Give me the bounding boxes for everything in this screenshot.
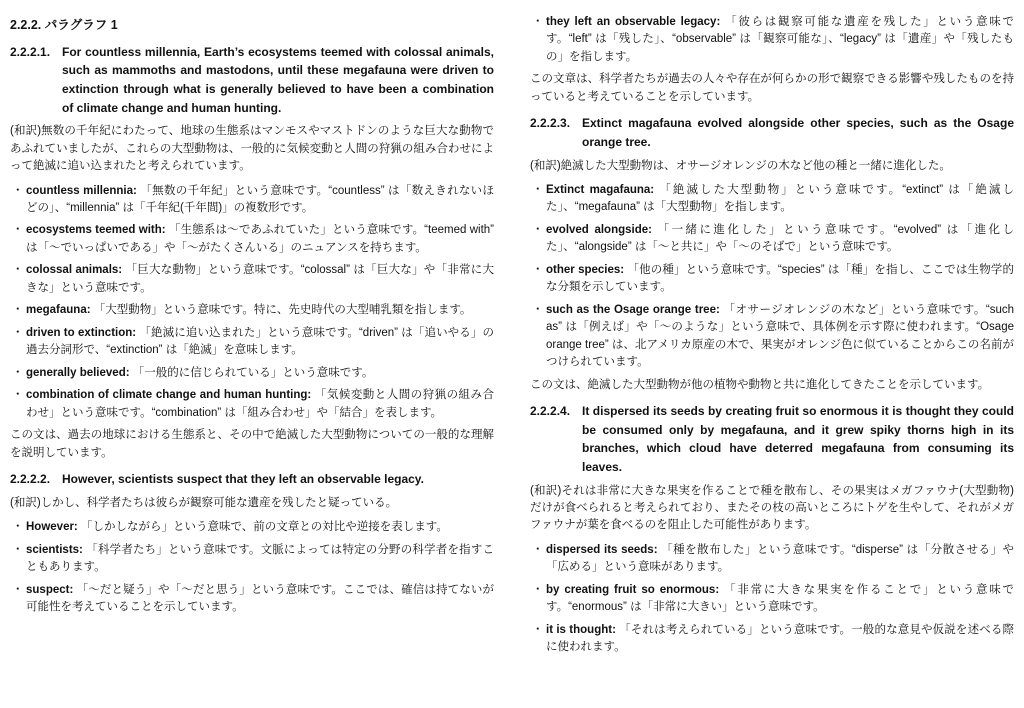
bullet-icon: ・ xyxy=(12,389,24,402)
vocab-term: evolved alongside: xyxy=(546,223,652,236)
translation-paragraph: (和訳)それは非常に大きな果実を作ることで種を散布し、その果実はメガファウナ(大型動物)だけが食べられると考えられており、またその枝の高いところにトゲを生やして、それがメガファウナが葉を食べるのを阻止した可能性があります。 xyxy=(530,484,1014,532)
vocab-item xyxy=(10,365,494,382)
bullet-icon: ・ xyxy=(532,184,544,196)
bullet-icon: ・ xyxy=(12,326,24,339)
vocab-term: driven to extinction: xyxy=(26,326,137,339)
vocab-item xyxy=(530,222,1014,257)
vocab-term: generally believed: xyxy=(26,366,130,379)
vocab-term: countless millennia: xyxy=(26,184,137,197)
vocab-desc: 「しかしながら」という意味で、前の文章との対比や逆接を表します。 xyxy=(80,521,448,534)
bullet-icon: ・ xyxy=(12,184,24,197)
translation-paragraph: (和訳)絶滅した大型動物は、オサージオレンジの木など他の種と一緒に進化した。 xyxy=(530,159,951,172)
vocab-item xyxy=(10,519,494,536)
vocab-term: they left an observable legacy: xyxy=(546,16,721,28)
summary-paragraph: この文は、過去の地球における生態系と、その中で絶滅した大型動物についての一般的な理解を説明しています。 xyxy=(10,429,494,459)
vocab-item xyxy=(10,183,494,218)
vocab-item xyxy=(530,542,1014,577)
numbered-sentence xyxy=(10,43,494,117)
summary-paragraph: この文章は、科学者たちが過去の人々や存在が何らかの形で観察できる影響や残したものを持っていると考えていることを示しています。 xyxy=(530,73,1014,103)
vocab-item xyxy=(10,542,494,577)
vocab-term: ecosystems teemed with: xyxy=(26,224,166,237)
bullet-icon: ・ xyxy=(532,583,544,596)
vocab-term: combination of climate change and human hunting: xyxy=(26,389,312,402)
vocab-item xyxy=(10,262,494,297)
vocab-item xyxy=(10,387,494,422)
vocab-desc: 「気候変動と人間の狩猟の組み合わせ」という意味です。“combination” は「組み合わせ」や「結合」を表します。 xyxy=(26,389,494,419)
bullet-icon: ・ xyxy=(532,303,544,316)
bullet-icon: ・ xyxy=(12,521,24,534)
vocab-desc: 「生態系は〜であふれていた」という意味です。“teemed with” は「〜でいっぱいである」や「〜がたくさんいる」のニュアンスを持ちます。 xyxy=(26,224,494,254)
numbered-sentence xyxy=(530,114,1014,151)
bullet-icon: ・ xyxy=(12,543,24,556)
vocab-term: other species: xyxy=(546,263,625,276)
vocab-term: However: xyxy=(26,521,78,534)
vocab-item xyxy=(530,302,1014,372)
vocab-desc: 「オサージオレンジの木など」という意味です。“such as” は「例えば」や「〜のような」という意味で、具体例を示す際に使われます。“Osage orange tree” は、北アメリカ原産の木で、果実がオレンジ色に似ていることからこの名前がつけられています。 xyxy=(546,303,1014,369)
bullet-icon: ・ xyxy=(532,223,544,236)
vocab-item xyxy=(10,222,494,257)
vocab-item xyxy=(530,582,1014,617)
bullet-icon: ・ xyxy=(12,366,24,379)
vocab-term: it is thought: xyxy=(546,623,616,636)
vocab-desc: 「〜だと疑う」や「〜だと思う」という意味です。ここでは、確信は持てないが可能性を考えていることを示しています。 xyxy=(26,583,494,614)
numbered-sentence xyxy=(530,402,1014,476)
vocab-term: dispersed its seeds: xyxy=(546,543,658,556)
vocab-desc: 「非常に大きな果実を作ることで」という意味です。“enormous” は「非常に大きい」という意味です。 xyxy=(546,583,1014,614)
bullet-icon: ・ xyxy=(532,16,544,28)
vocab-term: such as the Osage orange tree: xyxy=(546,303,720,316)
sentence-text: It dispersed its seeds by creating fruit so enormous it is thought they could be consumed only by megafauna, and it grew spiky thorns high in its branches, which cloud have deterred megafauna from consuming its leaves. xyxy=(582,404,1014,474)
sentence-number: 2.2.2.3. xyxy=(530,116,571,131)
vocab-term: by creating fruit so enormous: xyxy=(546,583,720,596)
vocab-desc: 「無数の千年紀」という意味です。“countless” は「数えきれないほどの」、“millennia” は「千年紀(千年間)」の複数形です。 xyxy=(26,184,494,214)
vocab-item xyxy=(530,14,1014,66)
vocab-desc: 「種を散布した」という意味です。“disperse” は「分散させる」や「広める」という意味があります。 xyxy=(546,543,1014,574)
sentence-text: However, scientists suspect that they left an observable legacy. xyxy=(62,472,424,487)
vocab-desc: 「他の種」という意味です。“species” は「種」を指し、ここでは生物学的な分類を示しています。 xyxy=(546,263,1014,294)
vocab-term: suspect: xyxy=(26,583,74,596)
vocab-item xyxy=(530,182,1014,217)
vocab-term: colossal animals: xyxy=(26,264,123,277)
vocab-desc: 「絶滅した大型動物」という意味です。“extinct” は「絶滅した」、“megafauna” は「大型動物」を指します。 xyxy=(546,184,1015,214)
vocab-item xyxy=(530,622,1014,657)
right-column xyxy=(530,14,1014,698)
vocab-desc: 「彼らは観察可能な遺産を残した」という意味です。“left” は「残した」、“observable” は「観察可能な」、“legacy” は「遺産」や「残したもの」を指します。 xyxy=(546,16,1015,63)
bullet-icon: ・ xyxy=(12,224,24,237)
vocab-item xyxy=(10,302,494,319)
vocab-term: Extinct magafauna: xyxy=(546,184,655,196)
bullet-icon: ・ xyxy=(12,583,24,596)
sentence-number: 2.2.2.4. xyxy=(530,404,571,419)
sentence-number: 2.2.2.2. xyxy=(10,472,51,487)
bullet-icon: ・ xyxy=(12,264,24,277)
bullet-icon: ・ xyxy=(532,623,544,636)
bullet-icon: ・ xyxy=(12,304,24,317)
section-heading: 2.2.2. パラグラフ 1 xyxy=(10,18,118,32)
bullet-icon: ・ xyxy=(532,543,544,556)
vocab-desc: 「一緒に進化した」という意味です。“evolved” は「進化した」、“alongside” は「〜と共に」や「〜のそばで」という意味です。 xyxy=(546,223,1014,254)
left-column xyxy=(10,14,494,698)
translation-paragraph: (和訳)無数の千年紀にわたって、地球の生態系はマンモスやマストドンのような巨大な動物であふれていましたが、これらの大型動物は、一般的に気候変動と人間の狩猟の組み合わせによって絶滅に追い込まれたと考えられています。 xyxy=(10,125,494,173)
vocab-desc: 「科学者たち」という意味です。文脈によっては特定の分野の科学者を指すこともあります。 xyxy=(26,543,495,574)
vocab-item xyxy=(10,325,494,360)
vocab-desc: 「それは考えられている」という意味です。一般的な意見や仮説を述べる際に使われます。 xyxy=(546,623,1014,654)
vocab-item xyxy=(530,262,1014,297)
summary-paragraph: この文は、絶滅した大型動物が他の植物や動物と共に進化してきたことを示しています。 xyxy=(530,378,990,391)
vocab-term: scientists: xyxy=(26,543,83,556)
sentence-text: Extinct magafauna evolved alongside other species, such as the Osage orange tree. xyxy=(582,116,1014,149)
vocab-desc: 「一般的に信じられている」という意味です。 xyxy=(132,366,374,379)
numbered-sentence xyxy=(10,470,494,489)
vocab-item xyxy=(10,582,494,617)
vocab-desc: 「大型動物」という意味です。特に、先史時代の大型哺乳類を指します。 xyxy=(93,304,472,317)
translation-paragraph: (和訳)しかし、科学者たちは彼らが観察可能な遺産を残したと疑っている。 xyxy=(10,496,398,509)
bullet-icon: ・ xyxy=(532,263,544,276)
vocab-desc: 「巨大な動物」という意味です。“colossal” は「巨大な」や「非常に大きな」という意味です。 xyxy=(26,264,494,294)
sentence-text: For countless millennia, Earth’s ecosystems teemed with colossal animals, such as mammoths and mastodons, until these megafauna were driven to extinction through what is generally believed to have been a combination of climate change and human hunting. xyxy=(62,44,494,115)
vocab-term: megafauna: xyxy=(26,304,91,317)
sentence-number: 2.2.2.1. xyxy=(10,44,51,59)
vocab-desc: 「絶滅に追い込まれた」という意味です。“driven” は「追いやる」の過去分詞形で、“extinction” は「絶滅」を意味します。 xyxy=(26,326,494,357)
